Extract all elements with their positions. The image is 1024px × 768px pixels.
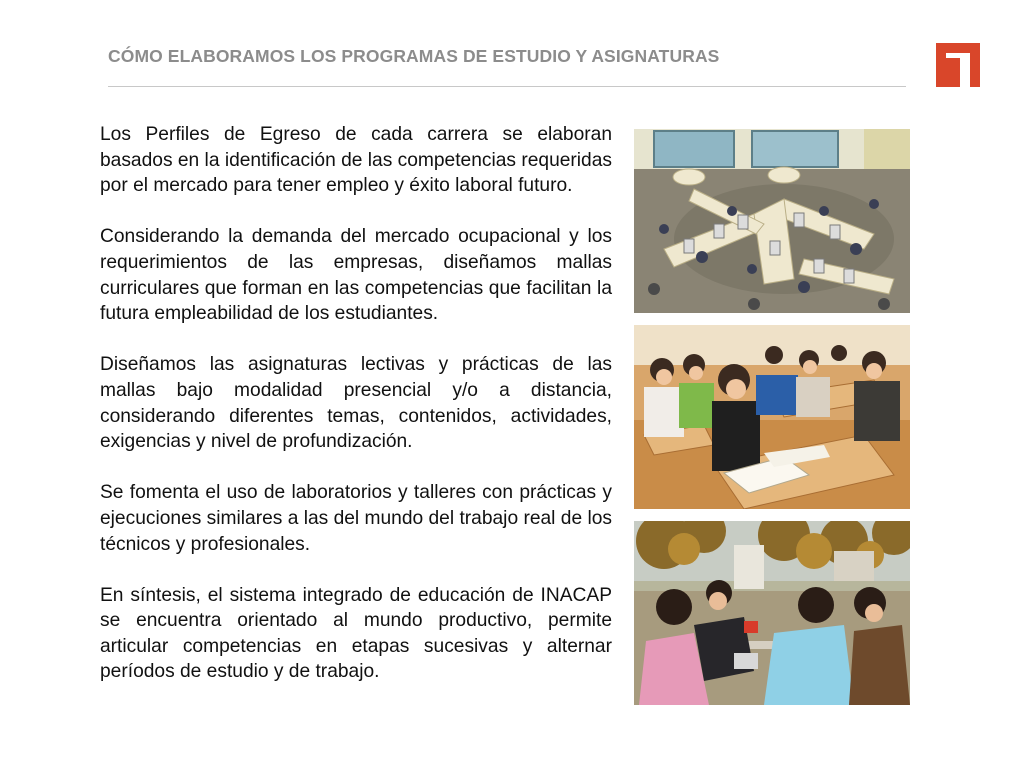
- inacap-logo-icon: [936, 43, 980, 87]
- classroom-students-photo-icon: [634, 325, 910, 509]
- paragraph-asignaturas: Diseñamos las asignaturas lectivas y prácticas de las mallas bajo modalidad presencial y/o a distancia, considerando diferentes temas, contenidos, actividades, exigencias y nivel de profundización.: [100, 354, 612, 453]
- body-text: [100, 122, 612, 685]
- paragraph-demanda: Considerando la demanda del mercado ocupacional y los requerimientos de las empresas, diseñamos mallas curriculares que forman en las competencias que facilitan la futura empleabilidad de los estudiantes.: [100, 226, 612, 325]
- slide-title: CÓMO ELABORAMOS LOS PROGRAMAS DE ESTUDIO Y ASIGNATURAS: [108, 46, 720, 66]
- outdoor-students-photo-icon: [634, 521, 910, 705]
- paragraph-perfiles: Los Perfiles de Egreso de cada carrera se elaboran basados en la identificación de las competencias requeridas por el mercado para tener empleo y éxito laboral futuro.: [100, 124, 612, 197]
- title-divider: [108, 86, 906, 87]
- paragraph-sintesis: En síntesis, el sistema integrado de educación de INACAP se encuentra orientado al mundo productivo, permite articular competencias en etapas sucesivas y alternar períodos de estudio y de trabajo.: [100, 584, 612, 683]
- paragraph-laboratorios: Se fomenta el uso de laboratorios y talleres con prácticas y ejecuciones similares a las del mundo del trabajo real de los técnicos y profesionales.: [100, 482, 612, 555]
- computer-lab-photo-icon: [634, 129, 910, 313]
